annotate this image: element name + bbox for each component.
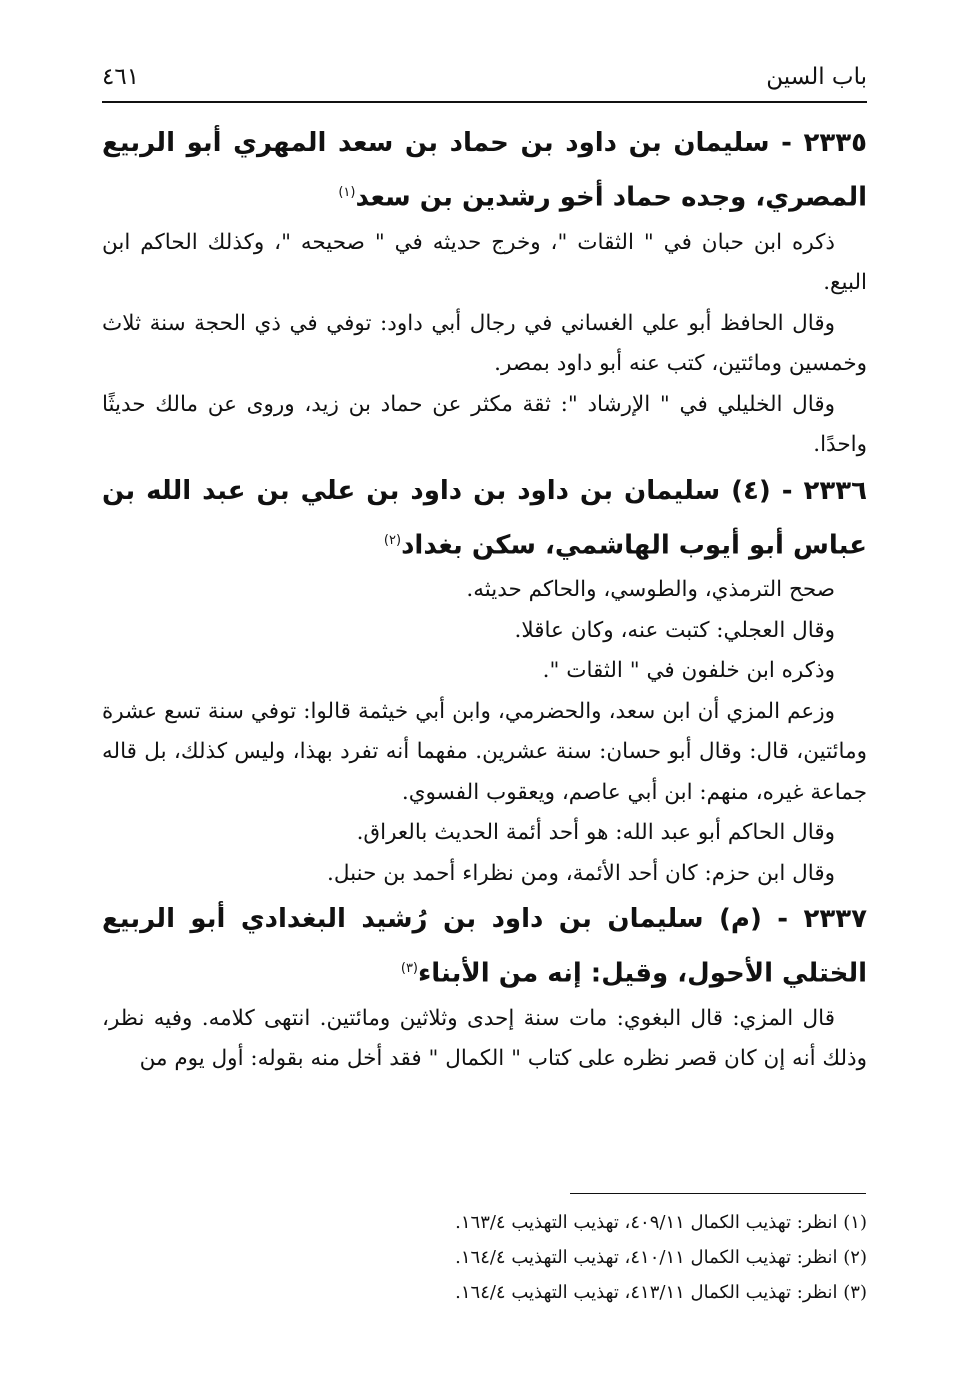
footnote-2: (٢) انظر: تهذيب الكمال ٤١٠/١١، تهذيب التهذيب ١٦٤/٤. (455, 1247, 867, 1268)
footnote-ref[interactable]: (٣) (400, 961, 418, 977)
entry-heading-2336: ٢٣٣٦ - (٤) سليمان بن داود بن داود بن علي بن عبد الله بن عباس أبو أيوب الهاشمي، سكن بغداد$^{(٢)}$ (102, 475, 867, 561)
paragraph: صحح الترمذي، والطوسي، والحاكم حديثه. (466, 577, 835, 603)
paragraph: وقال ابن حزم: كان أحد الأئمة، ومن نظراء أحمد بن حنبل. (327, 860, 835, 886)
entry-heading-2337: ٢٣٣٧ - (م) سليمان بن داود بن رُشيد البغدادي أبو الربيع الختلي الأحول، وقيل: إنه من الأبناء$^{(٣)}$ (102, 904, 867, 989)
footnotes (102, 1205, 867, 1310)
page-body (102, 118, 867, 1080)
chapter-title: باب السين (766, 64, 867, 90)
header-rule (102, 101, 867, 103)
footnote-3: (٣) انظر: تهذيب الكمال ٤١٣/١١، تهذيب التهذيب ١٦٤/٤. (455, 1282, 867, 1303)
entry-heading-2335: ٢٣٣٥ - سليمان بن داود بن حماد بن سعد المهري أبو الربيع المصري، وجده حماد أخو رشدين بن سعد$^{(١)}$ (102, 128, 867, 213)
paragraph: وقال العجلي: كتبت عنه، وكان عاقلا. (514, 617, 835, 643)
paragraph: وقال الحاكم أبو عبد الله: هو أحد أئمة الحديث بالعراق. (356, 820, 835, 846)
footnote-ref[interactable]: (١) (338, 185, 356, 200)
page-number: ٤٦١ (102, 64, 140, 90)
footnote-1: (١) انظر: تهذيب الكمال ٤٠٩/١١، تهذيب التهذيب ١٦٣/٤. (455, 1212, 867, 1233)
paragraph: وذكره ابن خلفون في " الثقات ". (542, 658, 835, 684)
paragraph: قال المزي: قال البغوي: مات سنة إحدى وثلاثين ومائتين. انتهى كلامه. وفيه نظر، وذلك أنه إن كان قصر نظره على كتاب " الكمال " فقد أخل منه بقوله: أول يوم من (102, 1005, 867, 1072)
paragraph: وقال الخليلي في " الإرشاد ": ثقة مكثر عن حماد بن زيد، وروى عن مالك حديثًا واحدًا. (102, 391, 867, 458)
paragraph: وقال الحافظ أبو علي الغساني في رجال أبي داود: توفي في ذي الحجة سنة ثلاث وخمسين ومائتين، كتب عنه أبو داود بمصر. (102, 310, 867, 377)
footnote-rule (570, 1193, 866, 1194)
running-header (102, 58, 867, 102)
paragraph: ذكره ابن حبان في " الثقات "، وخرج حديثه في " صحيحه "، وكذلك الحاكم ابن البيع. (102, 229, 867, 296)
paragraph: وزعم المزي أن ابن سعد، والحضرمي، وابن أبي خيثمة قالوا: توفي سنة تسع عشرة ومائتين، قال: وقال أبو حسان: سنة عشرين. مفهما أنه تفرد بهذا، وليس كذلك، بل قاله جماعة غيره، منهم: ابن أبي عاصم، ويعقوب الفسوي. (102, 698, 867, 805)
footnote-ref[interactable]: (٢) (383, 532, 402, 548)
